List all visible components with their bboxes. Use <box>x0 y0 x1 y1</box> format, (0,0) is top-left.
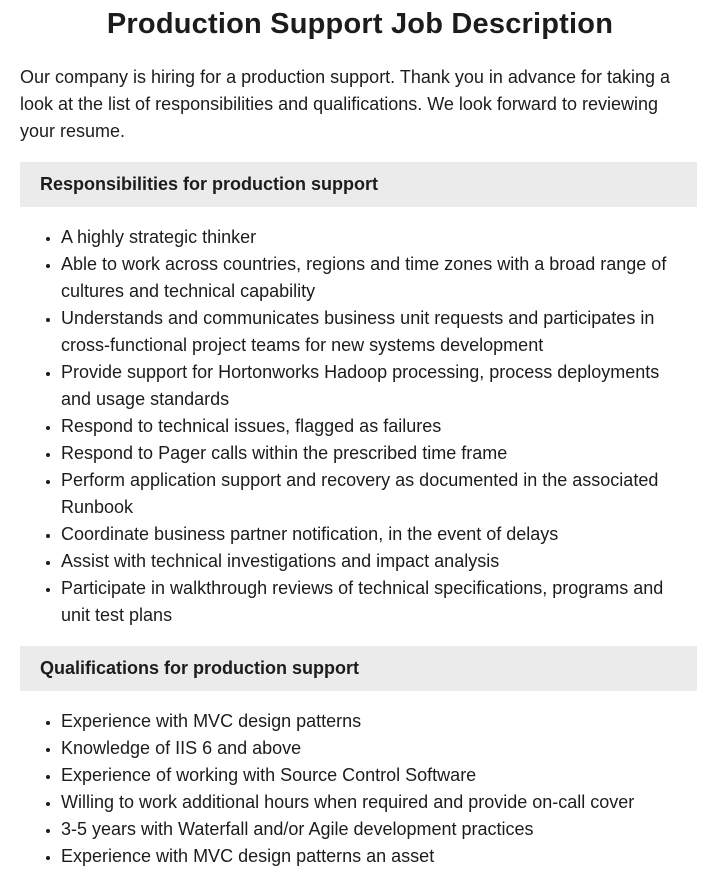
list-item: • Respond to technical issues, flagged as failures <box>61 413 681 440</box>
list-item: • Coordinate business partner notification, in the event of delays <box>61 521 681 548</box>
list-item: • Willing to work additional hours when required and provide on-call cover <box>61 789 681 816</box>
list-item: • Assist with technical investigations and impact analysis <box>61 548 681 575</box>
list-item: • Experience of working with Source Control Software <box>61 762 681 789</box>
list-item: • Experience with MVC design patterns <box>61 708 681 735</box>
section-responsibilities <box>20 162 720 629</box>
intro-paragraph: Our company is hiring for a production support. Thank you in advance for taking a look at the list of responsibilities and qualifications. We look forward to reviewing your resume. <box>20 67 671 141</box>
qualifications-section-heading: Qualifications for production support <box>20 646 697 691</box>
responsibilities-list <box>20 224 720 629</box>
list-item: • Perform application support and recovery as documented in the associated Runbook <box>61 467 681 521</box>
list-item: • A highly strategic thinker <box>61 224 681 251</box>
qualifications-list <box>20 708 720 870</box>
list-item: • Respond to Pager calls within the prescribed time frame <box>61 440 681 467</box>
list-item: • Able to work across countries, regions and time zones with a broad range of cultures and technical capability <box>61 251 681 305</box>
list-item: • Experience with MVC design patterns an asset <box>61 843 681 870</box>
page-title: Production Support Job Description <box>106 8 614 40</box>
list-item: • Knowledge of IIS 6 and above <box>61 735 681 762</box>
responsibilities-section-heading: Responsibilities for production support <box>20 162 697 207</box>
section-qualifications <box>20 646 720 870</box>
list-item: • Understands and communicates business unit requests and participates in cross-functional project teams for new systems development <box>61 305 681 359</box>
list-item: • Provide support for Hortonworks Hadoop processing, process deployments and usage standards <box>61 359 681 413</box>
list-item: • Participate in walkthrough reviews of technical specifications, programs and unit test plans <box>61 575 681 629</box>
list-item: • 3-5 years with Waterfall and/or Agile development practices <box>61 816 681 843</box>
